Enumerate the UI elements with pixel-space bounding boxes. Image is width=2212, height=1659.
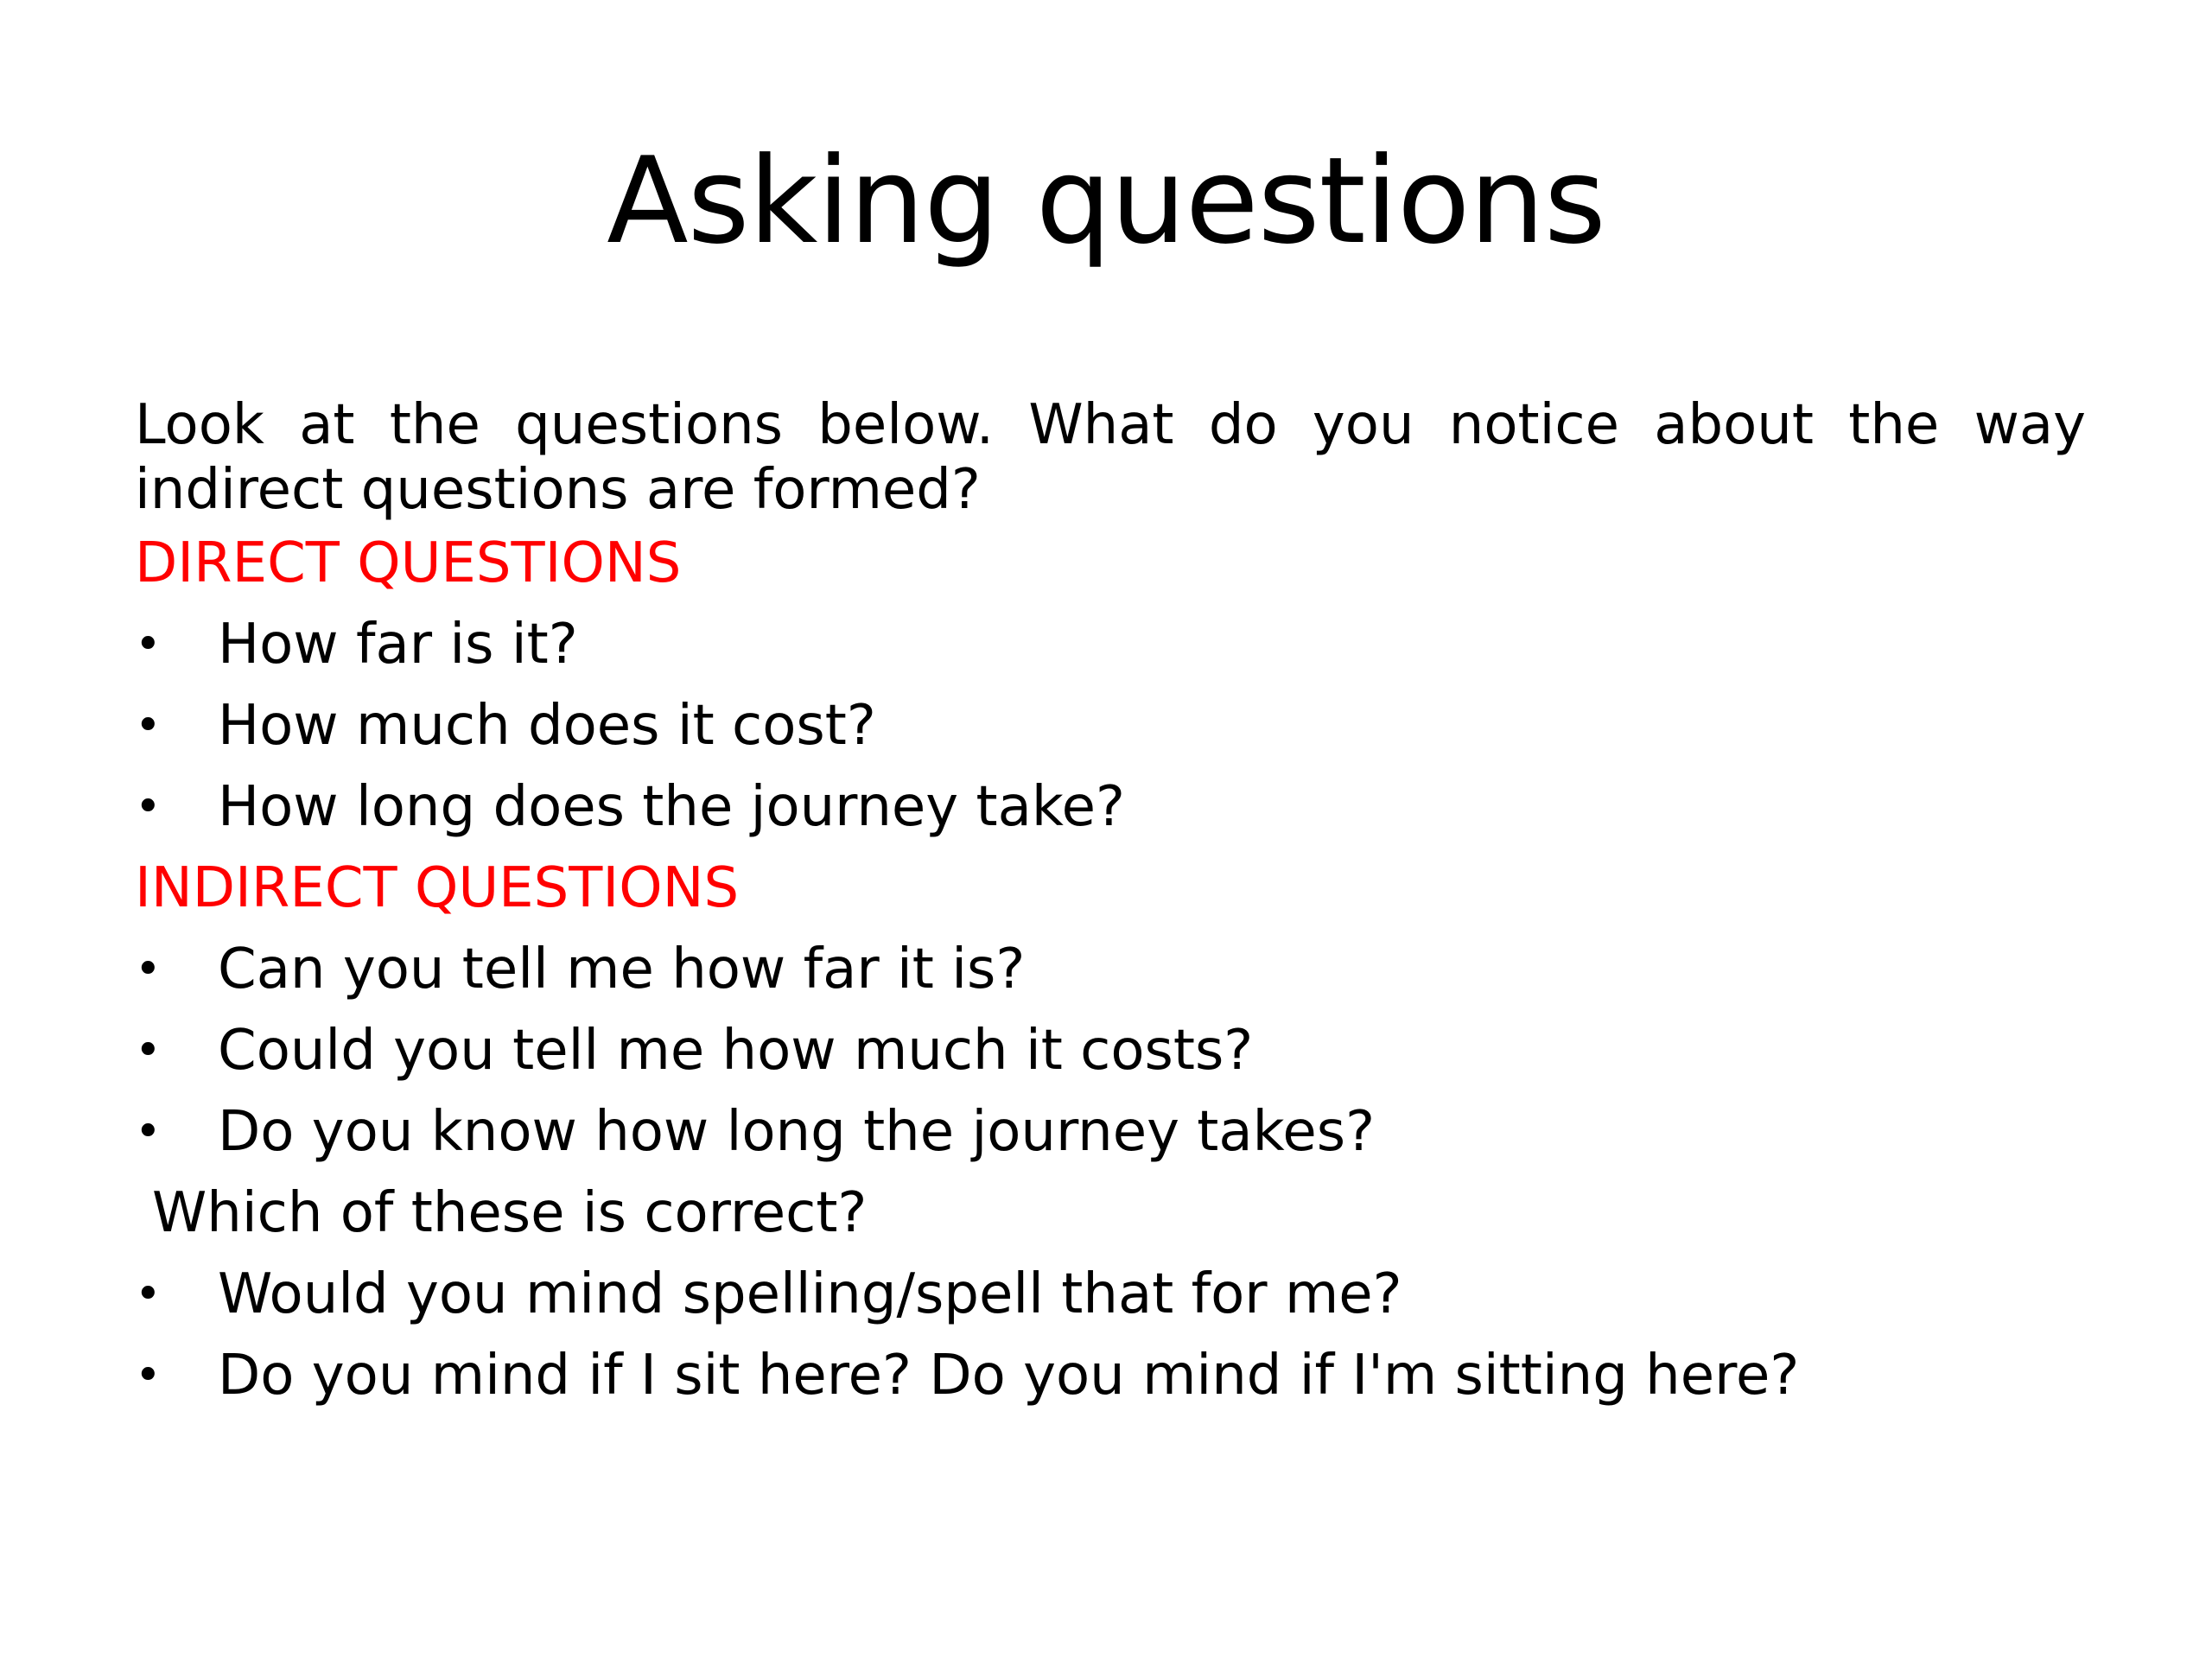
list-item [135, 766, 2086, 848]
indirect-question-text: Could you tell me how much it costs? [218, 1019, 1254, 1083]
direct-question-text: How far is it? [218, 613, 578, 677]
bullet-icon: • [135, 700, 162, 752]
list-item [135, 604, 2086, 685]
bullet-icon: • [135, 1268, 162, 1320]
list-item [135, 1335, 2086, 1416]
list-item [135, 1254, 2086, 1335]
which-correct-text: Would you mind spelling/spell that for me? [218, 1262, 1402, 1326]
bullet-icon: • [135, 1025, 162, 1077]
direct-questions-heading: DIRECT QUESTIONS [135, 531, 682, 595]
indirect-question-text: Can you tell me how far it is? [218, 938, 1026, 1001]
bullet-icon: • [135, 1350, 162, 1402]
list-item [135, 1091, 2086, 1173]
indirect-question-text: Do you know how long the journey takes? [218, 1100, 1376, 1164]
bullet-icon: • [135, 1106, 162, 1158]
which-correct-text: Do you mind if I sit here? Do you mind if I'm sitting here? [218, 1344, 1800, 1408]
indirect-questions-list [135, 929, 2086, 1173]
which-correct-prompt: Which of these is correct? [152, 1181, 868, 1245]
direct-question-text: How much does it cost? [218, 694, 876, 758]
bullet-icon: • [135, 619, 162, 671]
slide-title: Asking questions [607, 131, 1605, 270]
slide-body [135, 393, 2086, 1416]
list-item [135, 929, 2086, 1010]
indirect-questions-heading: INDIRECT QUESTIONS [135, 856, 740, 920]
direct-question-text: How long does the journey take? [218, 775, 1125, 839]
list-item [135, 685, 2086, 766]
which-correct-list [135, 1254, 2086, 1416]
list-item [135, 1010, 2086, 1091]
bullet-icon: • [135, 781, 162, 833]
intro-paragraph: Look at the questions below. What do you notice about the way indirect questions are formed? [135, 393, 2086, 522]
bullet-icon: • [135, 944, 162, 995]
direct-questions-list [135, 604, 2086, 848]
